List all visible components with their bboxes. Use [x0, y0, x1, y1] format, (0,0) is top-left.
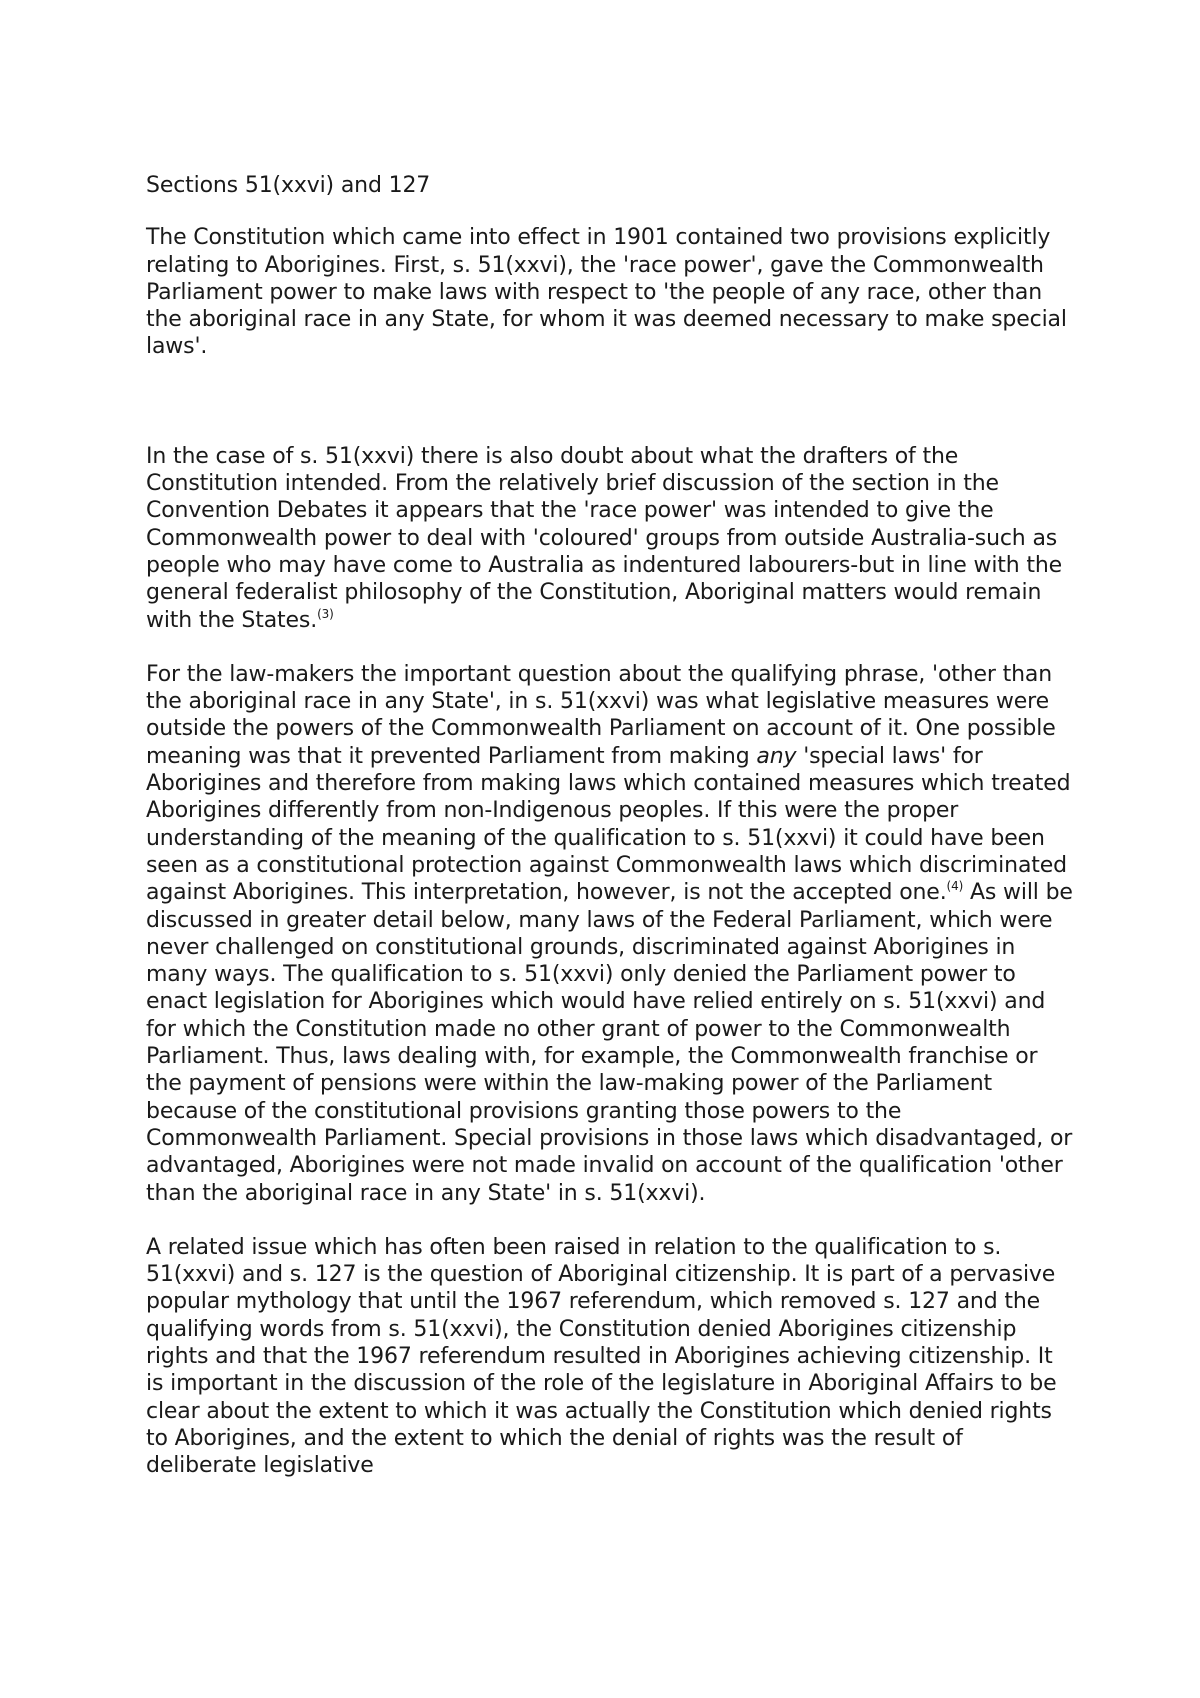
- paragraph-law-makers-text-b: 'special laws' for Aborigines and therefore from making laws which contained measures which treated Aborigines differently from non-Indigenous peoples. If this were the proper understanding of the meaning of the qualification to s. 51(xxvi) it could have been seen as a constitutional protection against Commonwealth laws which discriminated against Aborigines. This interpretation, however, is not the accepted one.: [146, 743, 1071, 906]
- footnote-ref-4[interactable]: (4): [946, 879, 964, 894]
- footnote-ref-3[interactable]: (3): [317, 606, 334, 621]
- paragraph-drafters-intent-text: In the case of s. 51(xxvi) there is also doubt about what the drafters of the Constitution intended. From the relatively brief discussion of the section in the Convention Debates it appears that the 'race power' was intended to give the Commonwealth power to deal with 'coloured' groups from outside Australia-such as people who may have come to Australia as indentured labourers-but in line with the general federalist philosophy of the Constitution, Aboriginal matters would remain with the States.: [146, 443, 1063, 633]
- paragraph-drafters-intent: [146, 443, 1076, 634]
- section-heading: Sections 51(xxvi) and 127: [146, 173, 431, 198]
- paragraph-law-makers: [146, 661, 1076, 1207]
- document-body: [146, 172, 1076, 1506]
- paragraph-intro: The Constitution which came into effect in 1901 contained two provisions explicitly relating to Aborigines. First, s. 51(xxvi), the 'race power', gave the Commonwealth Parliament power to make laws with respect to 'the people of any race, other than the aboriginal race in any State, for whom it was deemed necessary to make special laws'.: [146, 225, 1067, 360]
- paragraph-law-makers-text-c: As will be discussed in greater detail below, many laws of the Federal Parliament, which were never challenged on constitutional grounds, discriminated against Aborigines in many ways. The qualification to s. 51(xxvi) only denied the Parliament power to enact legislation for Aborigines which would have relied entirely on s. 51(xxvi) and for which the Constitution made no other grant of power to the Commonwealth Parliament. Thus, laws dealing with, for example, the Commonwealth franchise or the payment of pensions were within the law-making power of the Parliament because of the constitutional provisions granting those powers to the Commonwealth Parliament. Special provisions in those laws which disadvantaged, or advantaged, Aborigines were not made invalid on account of the qualification 'other than the aboriginal race in any State' in s. 51(xxvi).: [146, 880, 1073, 1206]
- emphasis-any: any: [756, 743, 797, 769]
- paragraph-law-makers-text-a: For the law-makers the important question about the qualifying phrase, 'other than the aboriginal race in any State', in s. 51(xxvi) was what legislative measures were outside the powers of the Commonwealth Parliament on account of it. One possible meaning was that it prevented Parliament from making: [146, 661, 1056, 769]
- paragraph-citizenship: A related issue which has often been raised in relation to the qualification to s. 51(xxvi) and s. 127 is the question of Aboriginal citizenship. It is part of a pervasive popular mythology that until the 1967 referendum, which removed s. 127 and the qualifying words from s. 51(xxvi), the Constitution denied Aborigines citizenship rights and that the 1967 referendum resulted in Aborigines achieving citizenship. It is important in the discussion of the role of the legislature in Aboriginal Affairs to be clear about the extent to which it was actually the Constitution which denied rights to Aborigines, and the extent to which the denial of rights was the result of deliberate legislative: [146, 1234, 1057, 1479]
